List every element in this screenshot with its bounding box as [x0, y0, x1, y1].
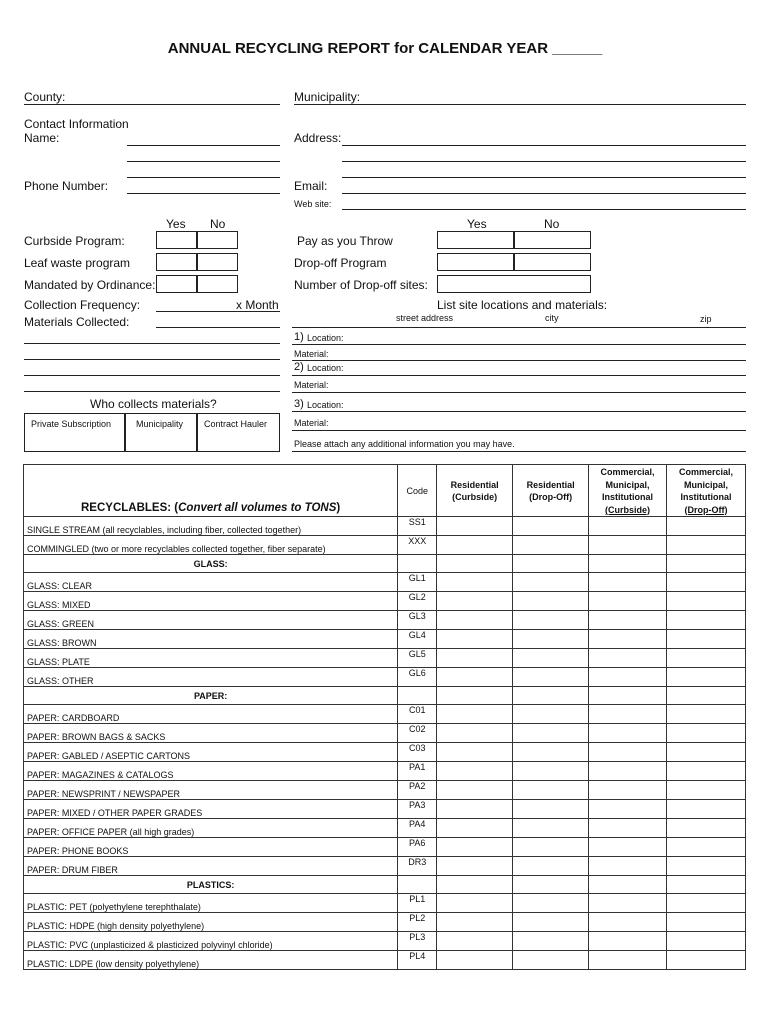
- material-label: PAPER: MAGAZINES & CATALOGS: [24, 762, 398, 781]
- website-field[interactable]: [342, 209, 746, 210]
- tonnage-input-cell[interactable]: [437, 800, 513, 819]
- name-field-3[interactable]: [127, 177, 280, 178]
- no-header-right: No: [544, 217, 560, 231]
- contact-info-label: Contact Information: [24, 117, 129, 131]
- municipality-label: Municipality:: [294, 90, 361, 104]
- table-row: [24, 932, 746, 951]
- tonnage-input-cell[interactable]: [667, 536, 746, 555]
- table-section-row: [24, 876, 746, 894]
- material-code: PA1: [398, 762, 437, 781]
- tonnage-input-cell[interactable]: [667, 517, 746, 536]
- yes-header-left: Yes: [166, 217, 186, 231]
- tonnage-input-cell[interactable]: [513, 800, 589, 819]
- num-dropoff-box[interactable]: [437, 275, 591, 293]
- material-code: DR3: [398, 857, 437, 876]
- tonnage-input-cell[interactable]: [589, 705, 667, 724]
- loc3-location-label: Location:: [307, 400, 344, 410]
- dropoff-program-label: Drop-off Program: [294, 256, 387, 270]
- tonnage-input-cell[interactable]: [589, 630, 667, 649]
- material-code: SS1: [398, 517, 437, 536]
- tonnage-input-cell[interactable]: [667, 668, 746, 687]
- collection-frequency-label: Collection Frequency:: [24, 298, 141, 312]
- tonnage-input-cell[interactable]: [437, 536, 513, 555]
- section-blank-cell: [667, 876, 746, 894]
- site-header-line: [292, 327, 746, 328]
- material-label: GLASS: BROWN: [24, 630, 398, 649]
- dropoff-yes-box[interactable]: [437, 253, 515, 271]
- table-row: [24, 517, 746, 536]
- tonnage-input-cell[interactable]: [589, 611, 667, 630]
- loc2-material-field[interactable]: [292, 392, 746, 393]
- leaf-waste-yes-box[interactable]: [156, 253, 198, 271]
- attach-line: [292, 451, 746, 452]
- name-field[interactable]: [127, 145, 280, 146]
- section-blank-cell: [667, 687, 746, 705]
- list-sites-label: List site locations and materials:: [437, 298, 608, 312]
- tonnage-input-cell[interactable]: [513, 743, 589, 762]
- table-row: [24, 536, 746, 555]
- material-label: PLASTIC: PVC (unplasticized & plasticized polyvinyl chloride): [24, 932, 398, 951]
- loc2-number: 2): [294, 361, 304, 373]
- material-code: PA4: [398, 819, 437, 838]
- tonnage-input-cell[interactable]: [589, 592, 667, 611]
- material-label: PAPER: NEWSPRINT / NEWSPAPER: [24, 781, 398, 800]
- table-row: [24, 592, 746, 611]
- loc1-number: 1): [294, 331, 304, 343]
- attach-note: Please attach any additional information you may have.: [294, 439, 515, 449]
- section-code-cell: [398, 555, 437, 573]
- material-code: PL4: [398, 951, 437, 970]
- website-label: Web site:: [294, 199, 332, 209]
- material-code: GL3: [398, 611, 437, 630]
- leaf-waste-label: Leaf waste program: [24, 256, 131, 270]
- col-header-cmi-curbside: Commercial, Municipal, Institutional (Curbside): [589, 465, 667, 517]
- tonnage-input-cell[interactable]: [437, 951, 513, 970]
- recyclables-table: [23, 464, 746, 970]
- table-row: [24, 668, 746, 687]
- tonnage-input-cell[interactable]: [667, 592, 746, 611]
- no-header-left: No: [210, 217, 226, 231]
- tonnage-input-cell[interactable]: [513, 536, 589, 555]
- address-field[interactable]: [342, 145, 746, 146]
- material-code: C02: [398, 724, 437, 743]
- tonnage-input-cell[interactable]: [437, 894, 513, 913]
- section-blank-cell: [667, 555, 746, 573]
- material-code: XXX: [398, 536, 437, 555]
- tonnage-input-cell[interactable]: [513, 913, 589, 932]
- payt-no-box[interactable]: [513, 231, 591, 249]
- material-label: PLASTIC: HDPE (high density polyethylene): [24, 913, 398, 932]
- table-row: [24, 857, 746, 876]
- material-label: PAPER: DRUM FIBER: [24, 857, 398, 876]
- table-row: [24, 838, 746, 857]
- material-code: PL3: [398, 932, 437, 951]
- tonnage-input-cell[interactable]: [513, 781, 589, 800]
- material-code: PA6: [398, 838, 437, 857]
- tonnage-input-cell[interactable]: [437, 705, 513, 724]
- tonnage-input-cell[interactable]: [513, 517, 589, 536]
- material-label: PAPER: PHONE BOOKS: [24, 838, 398, 857]
- material-label: PLASTIC: PET (polyethylene terephthalate): [24, 894, 398, 913]
- curbside-yes-box[interactable]: [156, 231, 198, 249]
- material-label: PAPER: GABLED / ASEPTIC CARTONS: [24, 743, 398, 762]
- tonnage-input-cell[interactable]: [513, 951, 589, 970]
- loc3-location-field[interactable]: [292, 411, 746, 412]
- col-header-res-curbside: Residential (Curbside): [437, 465, 513, 517]
- county-field[interactable]: [24, 104, 280, 105]
- tonnage-input-cell[interactable]: [513, 705, 589, 724]
- tonnage-input-cell[interactable]: [437, 913, 513, 932]
- table-row: [24, 894, 746, 913]
- who-collects-label: Who collects materials?: [90, 397, 217, 411]
- tonnage-input-cell[interactable]: [667, 705, 746, 724]
- table-row: [24, 649, 746, 668]
- form-title: ANNUAL RECYCLING REPORT for CALENDAR YEAR ______: [167, 40, 603, 57]
- materials-line-4[interactable]: [24, 391, 280, 392]
- table-row: [24, 819, 746, 838]
- section-blank-cell: [437, 687, 513, 705]
- tonnage-input-cell[interactable]: [513, 724, 589, 743]
- phone-field[interactable]: [127, 193, 280, 194]
- loc1-location-label: Location:: [307, 333, 344, 343]
- collector-contract-label: Contract Hauler: [204, 419, 268, 429]
- material-label: GLASS: PLATE: [24, 649, 398, 668]
- table-row: [24, 705, 746, 724]
- section-blank-cell: [513, 555, 589, 573]
- mandated-no-box[interactable]: [196, 275, 238, 293]
- loc2-material-label: Material:: [294, 380, 329, 390]
- tonnage-input-cell[interactable]: [589, 781, 667, 800]
- tonnage-input-cell[interactable]: [513, 857, 589, 876]
- material-code: GL6: [398, 668, 437, 687]
- tonnage-input-cell[interactable]: [667, 781, 746, 800]
- tonnage-input-cell[interactable]: [589, 762, 667, 781]
- tonnage-input-cell[interactable]: [437, 762, 513, 781]
- name-label: Name:: [24, 131, 60, 145]
- section-blank-cell: [589, 555, 667, 573]
- section-blank-cell: [513, 876, 589, 894]
- street-address-label: street address: [396, 313, 454, 323]
- tonnage-input-cell[interactable]: [589, 894, 667, 913]
- address-field-2[interactable]: [342, 161, 746, 162]
- tonnage-input-cell[interactable]: [589, 724, 667, 743]
- tonnage-input-cell[interactable]: [437, 573, 513, 592]
- tonnage-input-cell[interactable]: [513, 611, 589, 630]
- tonnage-input-cell[interactable]: [437, 932, 513, 951]
- tonnage-input-cell[interactable]: [513, 762, 589, 781]
- material-code: GL4: [398, 630, 437, 649]
- tonnage-input-cell[interactable]: [437, 630, 513, 649]
- table-row: [24, 951, 746, 970]
- table-row: [24, 913, 746, 932]
- tonnage-input-cell[interactable]: [667, 724, 746, 743]
- tonnage-input-cell[interactable]: [437, 611, 513, 630]
- email-label: Email:: [294, 179, 328, 193]
- tonnage-input-cell[interactable]: [667, 857, 746, 876]
- tonnage-input-cell[interactable]: [589, 743, 667, 762]
- tonnage-input-cell[interactable]: [437, 743, 513, 762]
- tonnage-input-cell[interactable]: [437, 857, 513, 876]
- tonnage-input-cell[interactable]: [589, 517, 667, 536]
- tonnage-input-cell[interactable]: [667, 573, 746, 592]
- materials-collected-label: Materials Collected:: [24, 315, 130, 329]
- tonnage-input-cell[interactable]: [667, 951, 746, 970]
- tonnage-input-cell[interactable]: [667, 913, 746, 932]
- tonnage-input-cell[interactable]: [513, 649, 589, 668]
- material-label: GLASS: GREEN: [24, 611, 398, 630]
- tonnage-input-cell[interactable]: [513, 819, 589, 838]
- material-code: PL2: [398, 913, 437, 932]
- dropoff-no-box[interactable]: [513, 253, 591, 271]
- loc1-material-label: Material:: [294, 349, 329, 359]
- material-code: PA2: [398, 781, 437, 800]
- mandated-yes-box[interactable]: [156, 275, 198, 293]
- tonnage-input-cell[interactable]: [513, 573, 589, 592]
- material-label: PLASTIC: LDPE (low density polyethylene): [24, 951, 398, 970]
- tonnage-input-cell[interactable]: [589, 857, 667, 876]
- table-row: [24, 743, 746, 762]
- tonnage-input-cell[interactable]: [437, 819, 513, 838]
- tonnage-input-cell[interactable]: [589, 819, 667, 838]
- tonnage-input-cell[interactable]: [437, 517, 513, 536]
- section-code-cell: [398, 876, 437, 894]
- material-label: PAPER: MIXED / OTHER PAPER GRADES: [24, 800, 398, 819]
- section-blank-cell: [589, 687, 667, 705]
- col-header-res-dropoff: Residential (Drop-Off): [513, 465, 589, 517]
- section-blank-cell: [437, 555, 513, 573]
- loc3-material-label: Material:: [294, 418, 329, 428]
- tonnage-input-cell[interactable]: [589, 668, 667, 687]
- tonnage-input-cell[interactable]: [667, 819, 746, 838]
- code-header: Code: [398, 465, 437, 517]
- section-blank-cell: [437, 876, 513, 894]
- zip-label: zip: [700, 314, 712, 324]
- table-header-row: [24, 465, 746, 517]
- curbside-no-box[interactable]: [196, 231, 238, 249]
- table-row: [24, 724, 746, 743]
- address-field-3[interactable]: [342, 177, 746, 178]
- county-label: County:: [24, 90, 66, 104]
- tonnage-input-cell[interactable]: [589, 932, 667, 951]
- tonnage-input-cell[interactable]: [513, 838, 589, 857]
- table-row: [24, 762, 746, 781]
- table-row: [24, 573, 746, 592]
- loc1-material-field[interactable]: [292, 360, 746, 361]
- section-label: PAPER:: [24, 687, 398, 705]
- phone-label: Phone Number:: [24, 179, 109, 193]
- material-label: SINGLE STREAM (all recyclables, including fiber, collected together): [24, 517, 398, 536]
- tonnage-input-cell[interactable]: [667, 932, 746, 951]
- tonnage-input-cell[interactable]: [589, 838, 667, 857]
- loc3-number: 3): [294, 398, 304, 410]
- loc2-location-field[interactable]: [292, 375, 746, 376]
- tonnage-input-cell[interactable]: [667, 611, 746, 630]
- material-code: GL5: [398, 649, 437, 668]
- material-code: GL2: [398, 592, 437, 611]
- tonnage-input-cell[interactable]: [667, 743, 746, 762]
- table-section-row: [24, 687, 746, 705]
- num-dropoff-label: Number of Drop-off sites:: [294, 278, 428, 292]
- table-row: [24, 611, 746, 630]
- pay-as-you-throw-label: Pay as you Throw: [297, 234, 393, 248]
- section-label: PLASTICS:: [24, 876, 398, 894]
- materials-line-3[interactable]: [24, 375, 280, 376]
- material-label: PAPER: CARDBOARD: [24, 705, 398, 724]
- tonnage-input-cell[interactable]: [437, 724, 513, 743]
- material-label: COMMINGLED (two or more recyclables collected together, fiber separate): [24, 536, 398, 555]
- recyclables-heading: RECYCLABLES: (Convert all volumes to TONS): [24, 465, 398, 517]
- material-code: PA3: [398, 800, 437, 819]
- collector-private-label: Private Subscription: [31, 419, 112, 429]
- tonnage-input-cell[interactable]: [667, 894, 746, 913]
- tonnage-input-cell[interactable]: [667, 649, 746, 668]
- tonnage-input-cell[interactable]: [667, 762, 746, 781]
- collector-municipality-label: Municipality: [136, 419, 184, 429]
- email-field[interactable]: [342, 193, 746, 194]
- name-field-2[interactable]: [127, 161, 280, 162]
- tonnage-input-cell[interactable]: [437, 838, 513, 857]
- loc2-location-label: Location:: [307, 363, 344, 373]
- yes-header-right: Yes: [467, 217, 487, 231]
- tonnage-input-cell[interactable]: [667, 630, 746, 649]
- tonnage-input-cell[interactable]: [513, 630, 589, 649]
- materials-line-1[interactable]: [24, 343, 280, 344]
- tonnage-input-cell[interactable]: [589, 913, 667, 932]
- materials-line-2[interactable]: [24, 359, 280, 360]
- material-label: GLASS: MIXED: [24, 592, 398, 611]
- material-code: GL1: [398, 573, 437, 592]
- curbside-program-label: Curbside Program:: [24, 234, 125, 248]
- tonnage-input-cell[interactable]: [667, 800, 746, 819]
- tonnage-input-cell[interactable]: [589, 649, 667, 668]
- tonnage-input-cell[interactable]: [667, 838, 746, 857]
- section-blank-cell: [513, 687, 589, 705]
- tonnage-input-cell[interactable]: [589, 573, 667, 592]
- tonnage-input-cell[interactable]: [513, 894, 589, 913]
- tonnage-input-cell[interactable]: [589, 800, 667, 819]
- tonnage-input-cell[interactable]: [437, 649, 513, 668]
- tonnage-input-cell[interactable]: [437, 592, 513, 611]
- materials-collected-field[interactable]: [156, 327, 280, 328]
- mandated-label: Mandated by Ordinance:: [24, 278, 156, 292]
- section-code-cell: [398, 687, 437, 705]
- material-code: C01: [398, 705, 437, 724]
- loc1-location-field[interactable]: [292, 344, 746, 345]
- tonnage-input-cell[interactable]: [513, 592, 589, 611]
- tonnage-input-cell[interactable]: [437, 668, 513, 687]
- municipality-field[interactable]: [294, 104, 746, 105]
- tonnage-input-cell[interactable]: [513, 668, 589, 687]
- material-label: PAPER: BROWN BAGS & SACKS: [24, 724, 398, 743]
- tonnage-input-cell[interactable]: [589, 536, 667, 555]
- loc3-material-field[interactable]: [292, 430, 746, 431]
- table-section-row: [24, 555, 746, 573]
- x-month-label: x Month: [236, 298, 279, 312]
- material-label: PAPER: OFFICE PAPER (all high grades): [24, 819, 398, 838]
- tonnage-input-cell[interactable]: [589, 951, 667, 970]
- material-label: GLASS: CLEAR: [24, 573, 398, 592]
- city-label: city: [545, 313, 559, 323]
- section-blank-cell: [589, 876, 667, 894]
- material-label: GLASS: OTHER: [24, 668, 398, 687]
- address-label: Address:: [294, 131, 342, 145]
- col-header-cmi-dropoff: Commercial, Municipal, Institutional (Drop-Off): [667, 465, 746, 517]
- leaf-waste-no-box[interactable]: [196, 253, 238, 271]
- payt-yes-box[interactable]: [437, 231, 515, 249]
- tonnage-input-cell[interactable]: [437, 781, 513, 800]
- material-code: C03: [398, 743, 437, 762]
- tonnage-input-cell[interactable]: [513, 932, 589, 951]
- material-code: PL1: [398, 894, 437, 913]
- section-label: GLASS:: [24, 555, 398, 573]
- table-row: [24, 781, 746, 800]
- table-row: [24, 630, 746, 649]
- table-row: [24, 800, 746, 819]
